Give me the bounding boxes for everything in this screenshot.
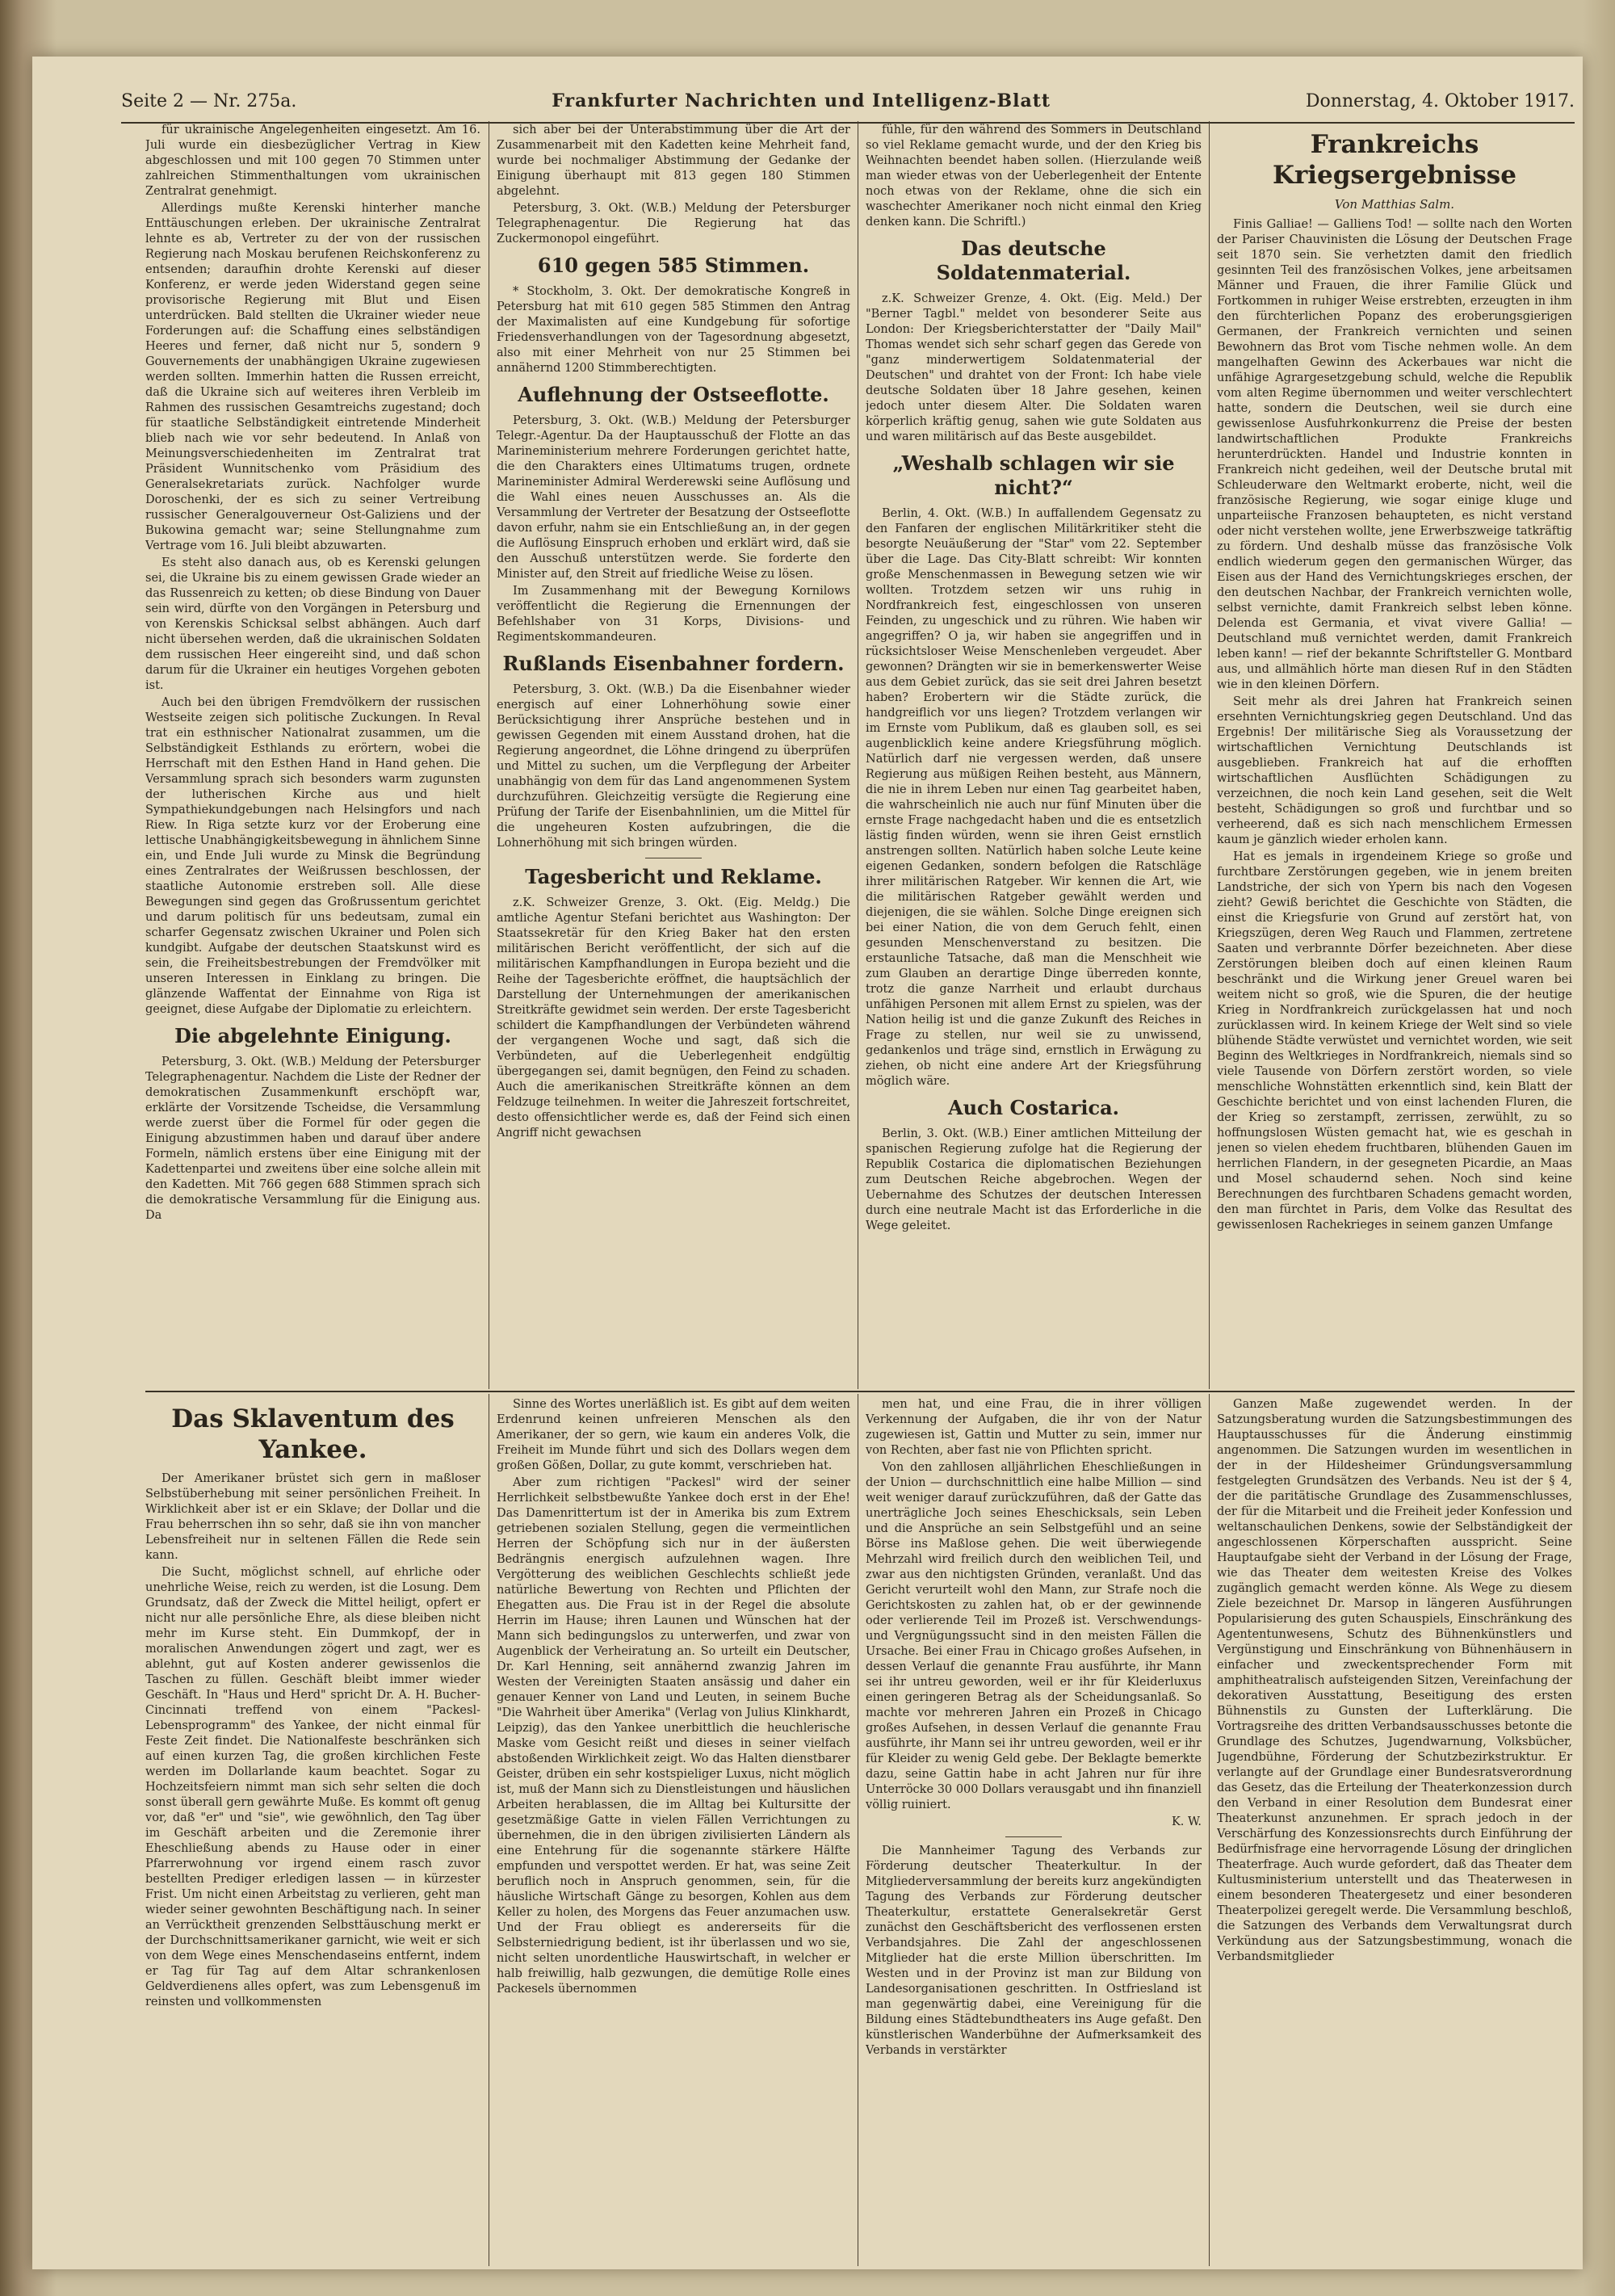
article-paragraph: Auch bei den übrigen Fremdvölkern der russischen Westseite zeigen sich politische Zuckungen. In Reval trat ein esthnischer Nationalrat zusammen, um die Selbständigkeit Esthlands zu erörtern, wobei die Herrschaft mit den Esthen Hand in Hand gehen. Die Versammlung sprach sich besonders warm zugunsten der lutherischen Kirche aus und hielt Sympathiekundgebungen nach Helsingfors und nach Riew. In Riga setzte kurz vor der Eroberung eine lettische Unabhängigkeitsbewegung in ähnlichem Sinne ein, und Ende Juli wurde zu Minsk die Begründung eines Zentralrates der Weißrussen beschlossen, der staatliche Autonomie erstreben soll. Alle diese Bewegungen sind gegen das Großrussentum gerichtet und darum politisch für uns bedeutsam, zumal ein scharfer Gegensatz zwischen Ukrainer und Polen sich kundgibt. Aufgabe der deutschen Staatskunst wird es sein, die Freiheitsbestrebungen der Fremdvölker mit unseren Interessen in Einklang zu bringen. Die glänzende Waffentat der Einnahme von Riga ist geeignet, diese Aufgabe der Diplomatie zu erleichtern. [145, 696, 480, 1016]
article-paragraph: Der Amerikaner brüstet sich gern in maßloser Selbstüberhebung mit seiner persönlichen Freiheit. In Wirklichkeit aber ist er ein Sklave; der Dollar und die Frau beherrschen ihn so sehr, daß sie ihn von mancher Lebensfreiheit nur in seltenen Fällen die Rede sein kann. [145, 1472, 480, 1562]
lower-column-2 [497, 1397, 850, 2265]
article-paragraph: z.K. Schweizer Grenze, 4. Okt. (Eig. Meld.) Der "Berner Tagbl." meldet von besonderer Seite aus London: Der Kriegsberichterstatter der "Daily Mail" Thomas wendet sich sehr scharf gegen das Gerede von "ganz minderwertigem Soldatenmaterial der Deutschen" und drahtet von der Front: Ich habe viele deutsche Soldaten über 18 Jahre gesehen, keinen jedoch unter diesem Alter. Die Soldaten waren körperlich kräftig genug, sahen wie gute Soldaten aus und waren militärisch auf das Beste ausgebildet. [866, 292, 1202, 443]
article-headline: Rußlands Eisenbahner fordern. [502, 652, 845, 675]
article-paragraph: Petersburg, 3. Okt. (W.B.) Meldung der Petersburger Telegraphenagentur. Nachdem die Liste der Redner der demokratischen Zusammenkunft erschöpft war, erklärte der Vorsitzende Tscheidse, die Versammlung werde zuerst über die Formel für oder gegen die Einigung abzustimmen haben und darauf über andere Formeln, nämlich erstens über eine Einigung mit der Kadettenpartei und zweitens über eine solche allein mit den Kadetten. Mit 766 gegen 688 Stimmen sprach sich die demokratische Versammlung für die Einigung aus. Da [145, 1056, 480, 1222]
article-paragraph: für ukrainische Angelegenheiten eingesetzt. Am 16. Juli wurde ein diesbezüglicher Vertrag in Kiew abgeschlossen und mit 100 gegen 70 Stimmen unter zahlreichen Stimmenthaltungen vom ukrainischen Zentralrat genehmigt. [145, 124, 480, 198]
article-paragraph: Die Sucht, möglichst schnell, auf ehrliche oder unehrliche Weise, reich zu werden, ist die Losung. Dem Grundsatz, daß der Zweck die Mittel heiligt, opfert er nicht nur alle persönliche Ehre, als diese bleiben nicht mehr im Kurse steht. Ein Dummkopf, der in moralischen Anwendungen zögert und zagt, wer es ablehnt, gut auf Kosten anderer gewissenlos die Taschen zu füllen. Geschäft bleibt immer wieder Geschäft. In "Haus und Herd" spricht Dr. A. H. Bucher-Cincinnati treffend von einem "Packesl-Lebensprogramm" des Yankee, der nicht einmal für Feste Zeit findet. Die Nationalfeste beschränken sich auf einen kurzen Tag, die großen kirchlichen Feste werden im Dollarlande kaum beachtet. Sogar zu Hochzeitsfeiern nimmt man sich sehr selten die doch sonst überall gern gewährte Muße. Es kommt oft genug vor, daß "er" und "sie", wie gewöhnlich, den Tag über im Geschäft arbeiten und die Zeremonie ihrer Eheschließung abends zu Hause oder in einer Pfarrerwohnung vor irgend einem rasch zuvor bestellten Prediger erledigen lassen — in kürzester Frist. Um nicht einen Arbeitstag zu verlieren, geht man wieder seiner gewohnten Beschäftigung nach. In seiner an Verrücktheit grenzenden Selbsttäuschung merkt er der Durchschnittsamerikaner garnicht, wie weit er sich von dem Wege eines Menschendaseins entfernt, indem er Tag für Tag auf dem Altar schrankenlosen Geldverdienens alles opfert, was zum Lebensgenuß im reinsten und vollkommensten [145, 1566, 480, 2008]
lower-column-3 [866, 1397, 1202, 2265]
article-signature: K. W. [1171, 1815, 1202, 1828]
article-headline: Tagesbericht und Reklame. [525, 865, 822, 888]
article-headline: Frankreichs Kriegsergebnisse [1273, 130, 1516, 190]
lower-column-4 [1217, 1397, 1572, 2265]
article-paragraph: Allerdings mußte Kerenski hinterher manche Enttäuschungen erleben. Der ukrainische Zentralrat lehnte es ab, Vertreter zu der von der russischen Regierung nach Moskau berufenen Reichskonferenz zu entsenden; daraufhin drohte Kerenski auf dieser Konferenz, er werde jeden Widerstand gegen seine provisorische Regierung mit Blut und Eisen unterdrücken. Bald stellten die Ukrainer wieder neue Forderungen auf: die Schaffung eines selbständigen Heeres und ferner, daß nicht nur 5, sondern 9 Gouvernements der unabhängigen Ukraine zugewiesen werden sollten. Immerhin hatten die Russen erreicht, daß die Ukraine sich auf weiteres ihren Verbleib im Rahmen des russischen Gesamtreichs zugestand; doch für staatliche Selbständigkeit eintretende Minderheit blieb nach wie vor sehr bedeutend. In Anlaß von Meinungsverschiedenheiten im Zentralrat trat Präsident Wunnitschenko vom Präsidium des Generalsekretariats zurück. Nachfolger wurde Doroschenki, der es sich zu seiner Vertreibung russischer Generalgouverneur Ost-Galiziens und der Bukowina gemacht war; seine Stellungnahme zum Vertrage vom 16. Juli bleibt abzuwarten. [145, 202, 480, 552]
article-paragraph: Berlin, 4. Okt. (W.B.) In auffallendem Gegensatz zu den Fanfaren der englischen Militärkritiker steht die besorgte Neuäußerung der "Star" vom 22. September über die Lage. Das City-Blatt schreibt: Wir konnten große Menschenmassen in Bewegung setzen wie wir wollten. Trotzdem setzen wir uns ruhig in Nordfrankreich fest, eingeschlossen von unseren Feinden, zu ungeschick und zu rühren. Wie haben wir angegriffen? O ja, wir haben sie angegriffen und in rücksichtsloser Weise Menschenleben vergeudet. Aber gewonnen? Drängten wir sie in bemerkenswerter Weise aus dem Gebiet zurück, das sie seit drei Jahren besetzt haben? Erobertern wir die Städte zurück, die handgreiflich vor uns liegen? Trotzdem verlangen wir im Ernste vom Publikum, daß es glauben soll, es sei augenblicklich keine andere Kriegsführung möglich. Natürlich darf nie vergessen werden, daß unsere Regierung aus müßigen Reihen besteht, aus Männern, die nie in ihrem Leben nur einen Tag gearbeitet haben, die wahrscheinlich nie auch nur fünf Minuten über die ernste Frage nachgedacht haben und die es entsetzlich lästig finden würden, wenn sie ihren Geist ernstlich anstrengen sollten. Natürlich haben solche Leute keine eigenen Gedanken, sondern befolgen die Ratschläge ihrer militärischen Ratgeber. Wir kennen die Art, wie die militärischen Ratgeber gewählt werden und diejenigen, die sie wählen. Solche Dinge ereignen sich bei einer Nation, die von dem Geruch fehlt, einen gesunden Menschenverstand zu besitzen. Die erstaunliche Tatsache, daß man die Menschheit wie zum Glauben an derartige Dinge überreden konnte, trotz die ganze Narrheit und erlaubt durchaus unfähigen Personen mit allem Ernst zu spielen, was der Nation heilig ist und die ganze Zukunft des Reiches in Frage zu stellen, nur weil sie zu unwissend, gedankenlos und träge sind, ernstlich in Erwägung zu ziehen, ob nicht eine andere Art der Kriegsführung möglich wäre. [866, 507, 1202, 1088]
article-headline: Die abgelehnte Einigung. [174, 1024, 451, 1047]
article-paragraph: Von den zahllosen alljährlichen Eheschließungen in der Union — durchschnittlich eine halbe Million — sind weit weniger darauf zurückzuführen, daß der Gatte das unerträgliche Joch seines Eheschicksals, sein Leben und die Ansprüche an sein Selbstgefühl und an seine Börse ins Maßlose gehen. Die weit überwiegende Mehrzahl wird freilich durch den weiblichen Teil, und zwar aus den nichtigsten Gründen, veranlaßt. Und das Gericht verurteilt wohl den Mann, zur Strafe noch die Gerichtskosten zu zahlen hat, ob er der gewinnende oder verlierende Teil im Prozeß ist. Verschwendungs- und Vergnügungssucht sind in den meisten Fällen die Ursache. Bei einer Frau in Chicago großes Aufsehen, in dessen Verlauf die genannte Frau ausführte, ihr Mann sei ihr untreu geworden, weil er ihr für Kleiderluxus einen geringeren Betrag als der Scheidungsanlaß. So machte vor mehreren Jahren ein Prozeß in Chicago großes Aufsehen, in dessen Verlauf die genannte Frau ausführte, ihr Mann sei ihr untreu geworden, weil er ihr für Kleider zu wenig Geld gebe. Der Beklagte bemerkte dazu, seine Gattin habe in acht Jahren nur für ihre Unterröcke 30 000 Dollars verausgabt und ihn finanziell völlig ruiniert. [866, 1461, 1202, 1811]
article-paragraph: sich aber bei der Unterabstimmung über die Art der Zusammenarbeit mit den Kadetten keine Mehrheit fand, wurde bei nochmaliger Abstimmung der Gedanke der Einigung überhaupt mit 813 gegen 180 Stimmen abgelehnt. [497, 124, 850, 198]
article-paragraph: men hat, und eine Frau, die in ihrer völligen Verkennung der Aufgaben, die ihr von der Natur zugewiesen ist, Gattin und Mutter zu sein, immer nur von Rechten, aber fast nie von Pflichten spricht. [866, 1398, 1202, 1457]
article-paragraph: Aber zum richtigen "Packesl" wird der seiner Herrlichkeit selbstbewußte Yankee doch erst in der Ehe! Das Damenrittertum ist der in Amerika bis zum Extrem getriebenen sozialen Stellung, gegen die vermeintlichen Herren der Schöpfung sich nur in der äußersten Bedrängnis energisch aufzulehnen wagen. Ihre Vergötterung des weiblichen Geschlechts schließt jede natürliche Bewertung von Rechten und Pflichten der Ehegatten aus. Die Frau ist in der Regel die absolute Herrin im Hause; ihren Launen und Wünschen hat der Mann sich bedingungslos zu unterwerfen, und zwar von Augenblick der Verheiratung an. So urteilt ein Deutscher, Dr. Karl Henning, seit annähernd zwanzig Jahren im Westen der Vereinigten Staaten ansässig und daher ein genauer Kenner von Land und Leuten, in seinem Buche "Die Wahrheit über Amerika" (Verlag von Julius Klinkhardt, Leipzig), das den Yankee unerbittlich die heuchlerische Maske vom Gesicht reißt und dieses in seiner vielfach abstoßenden Wirklichkeit zeigt. Wo das Halten dienstbarer Geister, drüben ein sehr kostspieliger Luxus, nicht möglich ist, muß der Mann sich zu Dienstleistungen und häuslichen Arbeiten herablassen, die im Alltag bei Kultursitte der gesetzmäßige Gatte in vielen Fällen Verrichtungen zu übernehmen, die in den übrigen zivilisierten Ländern als eine Entehrung für die sogenannte stärkere Hälfte empfunden und verspottet werden. Er hat, was seine Zeit beruflich noch in Anspruch genommen, sein, für die häusliche Wirtschaft Gänge zu besorgen, Kohlen aus dem Keller zu holen, des Morgens das Feuer anzumachen usw. Und der Frau obliegt es andererseits für die Selbsterniedrigung bedient, ist ihr überlassen und wo sie, nicht selten unordentliche Hauswirtschaft, in welcher er halb freiwillig, halb gezwungen, die demütige Rolle eines Packesels übernommen [497, 1476, 850, 1996]
article-paragraph: Es steht also danach aus, ob es Kerenski gelungen sei, die Ukraine bis zu einem gewissen Grade wieder an das Russenreich zu ketten; ob diese Bindung von Dauer sein wird, dürfte von den Vorgängen in Petersburg und von Kerenskis Schicksal selbst abhängen. Auch darf nicht übersehen werden, daß die ukrainischen Soldaten dem russischen Heer eingereiht sind, und daß schon darum für die Ukrainer ein heutiges Vorgehen geboten ist. [145, 556, 480, 692]
article-paragraph: fühle, für den während des Sommers in Deutschland so viel Reklame gemacht wurde, und der den Krieg bis Weihnachten beendet haben sollen. (Hierzulande weiß man wieder etwas von der Ueberlegenheit der Entente noch etwas von der Reklame, ohne die sich ein waschechter Amerikaner noch nicht einmal den Krieg denken kann. Die Schriftl.) [866, 124, 1202, 229]
article-paragraph: * Stockholm, 3. Okt. Der demokratische Kongreß in Petersburg hat mit 610 gegen 585 Stimmen den Antrag der Maximalisten auf eine Kundgebung für sofortige Friedensverhandlungen von der Tagesordnung abgesetzt, also mit einer Mehrheit von nur 25 Stimmen bei annähernd 1200 Stimmberechtigten. [497, 285, 850, 375]
article-paragraph: Hat es jemals in irgendeinem Kriege so große und furchtbare Zerstörungen gegeben, wie in jenem breiten Landstriche, der sich von Ypern bis nach den Vogesen zieht? Gewiß berichtet die Geschichte von Städten, die einst die Kriegsfurie von Grund auf zerstört hat, von Kriegszügen, deren Weg Rauch und Flammen, zertretene Saaten und verbrannte Dörfer bezeichneten. Aber diese Zerstörungen bleiben doch auf einen kleinen Raum beschränkt und die Wirkung jener Greuel waren bei weitem nicht so groß, wie die Spuren, die der heutige Krieg in Nordfrankreich zurückgelassen hat und noch zurücklassen wird. In keinem Kriege der Welt sind so viele blühende Städte verwüstet und vernichtet worden, wie seit Beginn des Weltkrieges in Nordfrankreich, niemals sind so viele Tausende von Dörfern zerstört worden, so viele menschliche Wohnstätten erkenntlich sind, kein Blatt der Geschichte berichtet und von einst lachenden Fluren, die der Krieg so zerstampft, zerrissen, zerwühlt, zu so hoffnungslosen Wüsten gemacht hat, wie es geschah in jenen so vielen ehedem fruchtbaren, blühenden Gauen im herrlichen Flandern, in der gesegneten Picardie, an Maas und Mosel schaudernd sehen. Noch sind keine Berechnungen des furchtbaren Schadens gemacht worden, den man fürchtet in Paris, dem Volke das Resultat des gewissenlosen Rachekrieges in seinem ganzen Umfange [1217, 850, 1572, 1232]
article-paragraph: Petersburg, 3. Okt. (W.B.) Meldung der Petersburger Telegr.-Agentur. Da der Hauptausschuß der Flotte an das Marineministerium mehrere Forderungen gerichtet hatte, die den Charakters eines Ultimatums trugen, ordnete Marineminister Admiral Werderewski seine Auflösung und die Wahl eines neuen Ausschusses an. Als die Versammlung der Vertreter der Besatzung der Ostseeflotte davon erfuhr, nahm sie ein Entschließung an, in der gegen die Auflösung Einspruch erhoben und erklärt wird, daß sie den Ausschuß unterstützen werde. Sie forderte den Minister auf, den Streit auf friedliche Weise zu lösen. [497, 414, 850, 581]
section-rule [145, 1391, 1575, 1392]
page-edge [1583, 0, 1615, 2296]
article-paragraph: z.K. Schweizer Grenze, 3. Okt. (Eig. Meldg.) Die amtliche Agentur Stefani berichtet aus Washington: Der Staatssekretär für den Krieg Baker hat den ersten militärischen Bericht veröffentlicht, der sich auf die militärischen Kampfhandlungen in Europa bezieht und die Reihe der Tagesberichte eröffnet, die hauptsächlich der Darstellung der Unternehmungen der amerikanischen Streitkräfte gewidmet sein werden. Der erste Tagesbericht schildert die Kampfhandlungen der Verbündeten während der vergangenen Woche und sagt, daß sich die Verbündeten, auf die Ueberlegenheit endgültig übergegangen sei, damit begnügen, den Feind zu schaden. Auch die amerikanischen Streitkräfte können an dem Feldzuge teilnehmen. In weiter die Jahreszeit fortschreitet, desto offensichtlicher werde es, daß der Feind sich einen Angriff nicht gewachsen [497, 896, 850, 1140]
article-paragraph: Seit mehr als drei Jahren hat Frankreich seinen ersehnten Vernichtungskrieg gegen Deutschland. Und das Ergebnis! Der militärische Sieg als Voraussetzung der wirtschaftlichen Vernichtung Deutschlands ist ausgeblieben. Frankreich hat auf die erhofften wirtschaftlichen Ausflüchten Schädigungen zu verzeichnen, die noch kein Land gesehen, seit die Welt besteht, Schädigungen so groß und furchtbar und so verheerend, daß es sich nach menschlichem Ermessen kaum je gänzlich wieder erholen kann. [1217, 695, 1572, 846]
article-headline: Auch Costarica. [947, 1096, 1120, 1119]
column-3 [866, 123, 1202, 1387]
article-paragraph: Berlin, 3. Okt. (W.B.) Einer amtlichen Mitteilung der spanischen Regierung zufolge hat die Regierung der Republik Costarica die diplomatischen Beziehungen zum Deutschen Reiche abgebrochen. Wegen der Uebernahme des Schutzes der deutschen Interessen durch eine neutrale Macht ist das Erforderliche in die Wege geleitet. [866, 1127, 1202, 1232]
article-paragraph: Ganzen Maße zugewendet werden. In der Satzungsberatung wurden die Satzungsbestimmungen des Hauptausschusses für die Änderung einstimmig angenommen. Die Satzungen wurden im wesentlichen in der in der Hildesheimer Gründungsversammlung festgelegten Grundsätzen des Verbands. Neu ist der § 4, der die paritätische Grundlage des Zusammenschlusses, der für die Mitarbeit und die Freiheit jeder Konfession und weltanschaulichen Denkens, sowie der Selbständigkeit der angeschlossenen Körperschaften ausspricht. Seine Hauptaufgabe sieht der Verband in der Lösung der Frage, wie das Theater dem weitesten Kreise des Volkes zugänglich gemacht werden könne. Als Wege zu diesem Ziele bezeichnet Dr. Marsop in längeren Ausführungen Popularisierung des guten Schauspiels, Einschränkung des Agententunwesens, Schutz des Bühnenkünstlers und Vergünstigung und Einschränkung von Bühnenhäusern in einfacher und zweckentsprechender Form mit amphitheatralisch aufsteigenden Sitzen, Vereinfachung der dekorativen Ausstattung, Beseitigung des ersten Bühnenstils zu Gunsten der Lufterklärung. Die Vortragsreihe des dritten Verbandsausschusses betonte die Grundlage des Schutzes, Jugendwarnung, Volksbücher, Jugendbühne, Förderung der Schutzbezirkstruktur. Er verlangte auf der Grundlage einer Bundesratsverordnung das Gesetz, das die Erteilung der Theaterkonzession durch den Verband in einer Resolution dem Bundesrat einer Theaterkunst anzunehmen. Er sprach jedoch in der Verschärfung des Konzessionsrechts durch Einführung der Bedürfnisfrage eine hervorragende Lösung der dringlichen Theaterfrage. Auch wurde gefordert, daß das Theater dem Kultusministerium unterstellt und das Theaterwesen in einem besonderen Theatergesetz und einer besonderen Theaterpolizei geregelt werde. Die Versammlung beschloß, die Satzungen des Verbands dem Verwaltungsrat durch Verkündung aus der Satzungsbestimmung, wonach die Verbandsmitglieder [1217, 1398, 1572, 1963]
article-paragraph: Petersburg, 3. Okt. (W.B.) Meldung der Petersburger Telegraphenagentur. Die Regierung hat das Zuckermonopol eingeführt. [497, 202, 850, 246]
article-headline: „Weshalb schlagen wir sie nicht?“ [892, 451, 1175, 499]
article-headline: 610 gegen 585 Stimmen. [537, 254, 810, 277]
article-paragraph: Die Mannheimer Tagung des Verbands zur Förderung deutscher Theaterkultur. In der Mitgliederversammlung der bereits kurz angekündigten Tagung des Verbands zur Förderung deutscher Theaterkultur, erstattete Generalsekretär Gerst zunächst den Geschäftsbericht des verflossenen ersten Verbandsjahres. Die Zahl der angeschlossenen Mitglieder hat die erste Million überschritten. Im Westen und in der Provinz ist man zur Bildung von Landesorganisationen geschritten. In Ostfriesland ist man gegenwärtig dabei, eine Vereinigung für die Bildung eines Städtebundtheaters ins Auge gefaßt. Den künstlerischen Wanderbühne der Aufmerksamkeit des Verbands in verstärkter [866, 1845, 1202, 2057]
column-rule [1209, 1394, 1210, 2266]
column-4 [1217, 123, 1572, 1387]
divider [1005, 1836, 1062, 1837]
article-paragraph: Petersburg, 3. Okt. (W.B.) Da die Eisenbahner wieder energisch auf einer Lohnerhöhung sowie einer Berücksichtigung ihrer Ansprüche bestehen und in gewissen Gegenden mit einem Ausstand drohen, hat die Regierung angeordnet, die Löhne dringend zu überprüfen und Mittel zu suchen, um die Verpflegung der Arbeiter unabhängig von dem für das Land angenommenen System durchzuführen. Gleichzeitig versügte die Regierung eine Prüfung der Tarife der Eisenbahnlinien, um die Mittel für die ungeheuren Kosten aufzubringen, die die Lohnerhöhung mit sich bringen würden. [497, 683, 850, 850]
lower-column-1 [145, 1397, 480, 2265]
column-1 [145, 123, 480, 1387]
header-page-number: Seite 2 — Nr. 275a. [121, 90, 297, 111]
article-paragraph: Finis Galliae! — Galliens Tod! — sollte nach den Worten der Pariser Chauvinisten die Lösung der Deutschen Frage seit 1870 sein. Sie verhetzten damit den friedlich gesinnten Teil des französischen Volkes, jene arbeitsamen Männer und Frauen, die ihrer Familie Glück und Fortkommen in ruhiger Weise erstrebten, erzeugten in ihm den fürchterlichen Popanz des eroberungsgierigen Germanen, der Frankreich vernichten und seinen Bewohnern das Brot vom Tische nehmen wolle. An dem mangelhaften Gewinn des Ackerbaues war nicht die unfähige Agrargesetzgebung schuld, welche die Republik vom alten Regime übernommen und weiter verschlechtert hatte, sondern die Deutschen, weil sie durch eine gewissenlose Ausfuhrkonkurrenz die Preise der besten landwirtschaftlichen Produkte Frankreichs herunterdrückten. Handel und Industrie konnten in Frankreich nicht gedeihen, weil der Deutsche brutal mit Schleuderware den Weltmarkt eroberte, nicht, weil die französische Regierung, wie sogar einige kluge und unparteiische Franzosen behaupteten, es nicht verstand oder nicht verstehen wollte, jene Erwerbszweige tatkräftig zu fördern. Und deshalb müsse das französische Volk endlich wiederum gegen den germanischen Würger, das Eisen aus der Hand des Vernichtungskrieges erschen, der den deutschen Nachbar, der Frankreich vernichten wolle, selbst vernichte, damit Frankreich selbst leben könne. Delenda est Germania, et vivat vivere Gallia! — Deutschland muß vernichtet werden, damit Frankreich leben kann! — rief der bekannte Schriftsteller G. Montbard aus, und allmählich hörte man diesen Ruf in den Städten wie in den kleinen Dörfern. [1217, 218, 1572, 691]
header-date: Donnerstag, 4. Oktober 1917. [1305, 90, 1575, 111]
article-headline: Das Sklaventum des Yankee. [171, 1404, 455, 1464]
column-rule [1209, 121, 1210, 1389]
article-byline: Von Matthias Salm. [1334, 197, 1455, 212]
header-masthead: Frankfurter Nachrichten und Intelligenz-Blatt [552, 90, 1051, 111]
article-paragraph: Im Zusammenhang mit der Bewegung Kornilows veröffentlicht die Regierung die Ernennungen der Befehlshaber von 31 Korps, Divisions- und Regimentskommandeuren. [497, 585, 850, 644]
article-headline: Das deutsche Soldatenmaterial. [936, 237, 1131, 284]
page-header [121, 85, 1575, 124]
article-headline: Auflehnung der Ostseeflotte. [518, 383, 829, 406]
column-2 [497, 123, 850, 1387]
article-paragraph: Sinne des Wortes unerläßlich ist. Es gibt auf dem weiten Erdenrund keinen unfreieren Menschen als den Amerikaner, der so gern, wie kaum ein anderes Volk, die Freiheit im Munde führt und sich des Dollars wegen dem großen Gößen, Dollar, zu gute kommt, verschrieben hat. [497, 1398, 850, 1472]
